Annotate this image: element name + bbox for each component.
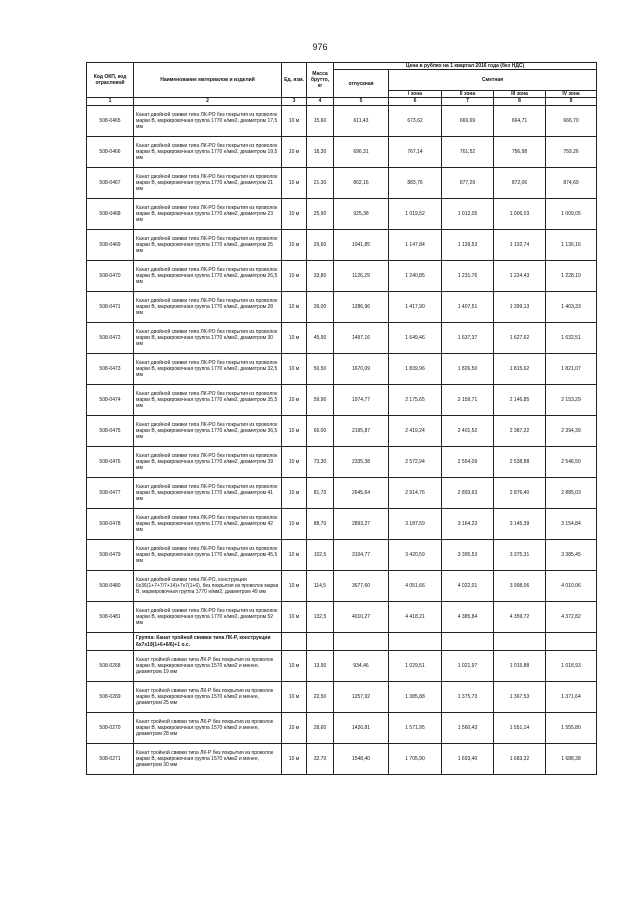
table-row — [87, 199, 597, 230]
row-zone-3-price: 1 224,43 — [494, 261, 546, 292]
row-mass: 45,90 — [307, 323, 334, 354]
row-zone-4-price: 1 371,64 — [546, 682, 597, 713]
row-name: Канат двойной свивки типа ЛК-РО без покрытия из проволок марки В, маркировочная группа 1770 н/мм2, диаметром 39 мм — [134, 447, 282, 478]
table-row — [87, 354, 597, 385]
row-zone-1-price: 1 417,90 — [389, 292, 442, 323]
row-release-price: 1041,85 — [334, 230, 389, 261]
row-zone-1-price: 1 385,88 — [389, 682, 442, 713]
row-unit: 10 м — [282, 682, 307, 713]
column-number: 7 — [442, 98, 494, 106]
row-zone-1-price: 1 029,51 — [389, 651, 442, 682]
header-price-title: Цена в рублях на 1 квартал 2016 года (без НДС) — [334, 63, 597, 70]
table-row — [87, 713, 597, 744]
row-zone-1-price: 673,62 — [389, 106, 442, 137]
row-unit: 10 м — [282, 571, 307, 602]
row-zone-3-price: 2 538,88 — [494, 447, 546, 478]
row-zone-3-price: 1 399,13 — [494, 292, 546, 323]
table-row — [87, 509, 597, 540]
row-release-price: 4010,27 — [334, 602, 389, 633]
row-zone-2-price: 1 375,73 — [442, 682, 494, 713]
table-row — [87, 323, 597, 354]
row-unit: 10 м — [282, 230, 307, 261]
row-name: Канат двойной свивки типа ЛК-РО без покрытия из проволок марки В, маркировочная группа 1770 н/мм2, диаметром 17,5 мм — [134, 106, 282, 137]
row-release-price: 2335,38 — [334, 447, 389, 478]
row-name: Канат тройной свивки типа ЛК-Р без покрытия из проволок марки В, маркировочная группа 1570 н/мм2 и менее, диаметром 28 мм — [134, 713, 282, 744]
row-code: 508-0475 — [87, 416, 134, 447]
row-unit: 10 м — [282, 168, 307, 199]
row-mass: 13,90 — [307, 651, 334, 682]
row-zone-3-price: 3 375,31 — [494, 540, 546, 571]
column-number: 2 — [134, 98, 282, 106]
header-zone-1: I зона — [389, 90, 442, 97]
row-unit: 10 м — [282, 416, 307, 447]
row-code: 508-0471 — [87, 292, 134, 323]
row-release-price — [334, 633, 389, 651]
row-zone-3-price: 872,06 — [494, 168, 546, 199]
row-zone-1-price: 2 572,94 — [389, 447, 442, 478]
row-mass — [307, 633, 334, 651]
row-code: 508-0465 — [87, 106, 134, 137]
row-zone-4-price: 3 385,45 — [546, 540, 597, 571]
row-name: Канат тройной свивки типа ЛК-Р без покрытия из проволок марки В, маркировочная группа 1570 н/мм2 и менее, диаметром 25 мм — [134, 682, 282, 713]
row-unit: 10 м — [282, 713, 307, 744]
row-zone-1-price: 3 420,59 — [389, 540, 442, 571]
row-code: 508-0473 — [87, 354, 134, 385]
table-row — [87, 168, 597, 199]
column-number: 9 — [546, 98, 597, 106]
row-mass: 88,70 — [307, 509, 334, 540]
table-row — [87, 478, 597, 509]
row-zone-3-price: 1 132,74 — [494, 230, 546, 261]
row-zone-2-price: 1 693,40 — [442, 744, 494, 775]
row-release-price: 1426,81 — [334, 713, 389, 744]
row-zone-3-price: 2 876,40 — [494, 478, 546, 509]
header-code: Код ОКП, код отраслевой — [87, 63, 134, 98]
row-release-price: 2893,27 — [334, 509, 389, 540]
row-code: 508-0270 — [87, 713, 134, 744]
row-mass: 28,60 — [307, 713, 334, 744]
table-row — [87, 137, 597, 168]
row-release-price: 1286,96 — [334, 292, 389, 323]
row-unit: 10 м — [282, 323, 307, 354]
row-name: Канат двойной свивки типа ЛК-РО без покрытия из проволок марки В, маркировочная группа 1770 н/мм2, диаметром 28 мм — [134, 292, 282, 323]
row-zone-3-price: 3 998,06 — [494, 571, 546, 602]
row-name: Канат двойной свивки типа ЛК-РО без покрытия из проволок марки В, маркировочная группа 1770 н/мм2, диаметром 52 мм — [134, 602, 282, 633]
row-zone-4-price: 1 632,51 — [546, 323, 597, 354]
header-name: Наименование материалов и изделий — [134, 63, 282, 98]
column-number: 5 — [334, 98, 389, 106]
row-name: Канат двойной свивки типа ЛК-РО без покрытия из проволок марки В, маркировочная группа 1770 н/мм2, диаметром 26,5 мм — [134, 261, 282, 292]
row-name: Канат двойной свивки типа ЛК-РО без покрытия из проволок марки В, маркировочная группа 1770 н/мм2, диаметром 19,5 мм — [134, 137, 282, 168]
row-zone-4-price: 2 394,39 — [546, 416, 597, 447]
row-zone-4-price: 1 018,93 — [546, 651, 597, 682]
row-code: 508-0468 — [87, 199, 134, 230]
row-zone-3-price: 1 006,03 — [494, 199, 546, 230]
row-unit: 10 м — [282, 106, 307, 137]
row-mass: 18,30 — [307, 137, 334, 168]
row-zone-4-price: 2 546,50 — [546, 447, 597, 478]
row-name: Канат двойной свивки типа ЛК-РО без покрытия из проволок марки В, маркировочная группа 1770 н/мм2, диаметром 21 мм — [134, 168, 282, 199]
row-zone-1-price: 2 175,65 — [389, 385, 442, 416]
row-name: Канат двойной свивки типа ЛК-РО, конструкции 6х36(1+7+7/7+14)+7х7(1+6), без покрытия из проволок марки В, маркировочная группа 1770 н/мм2, диаметром 49 мм — [134, 571, 282, 602]
row-zone-2-price: 1 637,37 — [442, 323, 494, 354]
column-number: 1 — [87, 98, 134, 106]
row-code: 508-0477 — [87, 478, 134, 509]
row-mass: 81,70 — [307, 478, 334, 509]
row-unit: 10 м — [282, 651, 307, 682]
row-unit: 10 м — [282, 602, 307, 633]
row-code: 508-0467 — [87, 168, 134, 199]
row-zone-4-price: 666,70 — [546, 106, 597, 137]
row-code: 508-0476 — [87, 447, 134, 478]
table-row — [87, 447, 597, 478]
row-mass: 22,50 — [307, 682, 334, 713]
column-number-row — [87, 98, 597, 106]
row-code: 508-0269 — [87, 682, 134, 713]
row-zone-1-price: 1 839,96 — [389, 354, 442, 385]
row-zone-4-price: 1 821,07 — [546, 354, 597, 385]
row-zone-3-price: 1 627,62 — [494, 323, 546, 354]
row-release-price: 3677,60 — [334, 571, 389, 602]
row-zone-2-price: 2 159,71 — [442, 385, 494, 416]
row-name: Канат двойной свивки типа ЛК-РО без покрытия из проволок марки В, маркировочная группа 1770 н/мм2, диаметром 42 мм — [134, 509, 282, 540]
header-mass: Масса брутто, кг — [307, 63, 334, 98]
row-zone-1-price: 1 571,95 — [389, 713, 442, 744]
row-zone-3-price — [494, 633, 546, 651]
row-mass: 33,80 — [307, 261, 334, 292]
row-mass: 32,70 — [307, 744, 334, 775]
row-name: Канат двойной свивки типа ЛК-РО без покрытия из проволок марки В, маркировочная группа 1770 н/мм2, диаметром 25 мм — [134, 230, 282, 261]
row-code: 508-0470 — [87, 261, 134, 292]
row-name: Канат двойной свивки типа ЛК-РО без покрытия из проволок марки В, маркировочная группа 1770 н/мм2, диаметром 32,5 мм — [134, 354, 282, 385]
row-zone-4-price: 4 372,82 — [546, 602, 597, 633]
row-unit: 10 м — [282, 744, 307, 775]
header-zone-3: III зона — [494, 90, 546, 97]
row-zone-2-price: 2 893,63 — [442, 478, 494, 509]
row-zone-1-price: 2 914,76 — [389, 478, 442, 509]
row-release-price: 611,43 — [334, 106, 389, 137]
table-row — [87, 230, 597, 261]
row-zone-4-price: 2 153,29 — [546, 385, 597, 416]
row-code: 508-0466 — [87, 137, 134, 168]
row-zone-4-price: 3 154,84 — [546, 509, 597, 540]
row-name: Канат двойной свивки типа ЛК-РО без покрытия из проволок марки В, маркировочная группа 1770 н/мм2, диаметром 45,5 мм — [134, 540, 282, 571]
row-zone-3-price: 3 145,39 — [494, 509, 546, 540]
row-unit: 10 м — [282, 385, 307, 416]
row-name: Канат двойной свивки типа ЛК-РО без покрытия из проволок марки В, маркировочная группа 1770 н/мм2, диаметром 23 мм — [134, 199, 282, 230]
row-zone-4-price: 1 228,10 — [546, 261, 597, 292]
row-zone-4-price: 874,69 — [546, 168, 597, 199]
row-zone-1-price: 1 649,46 — [389, 323, 442, 354]
row-unit: 10 м — [282, 292, 307, 323]
header-release-price: отпускная — [334, 70, 389, 98]
row-mass: 114,5 — [307, 571, 334, 602]
row-release-price: 3104,77 — [334, 540, 389, 571]
row-zone-2-price: 1 012,05 — [442, 199, 494, 230]
row-zone-3-price: 756,98 — [494, 137, 546, 168]
row-name: Канат тройной свивки типа ЛК-Р без покрытия из проволок марки В, маркировочная группа 1570 н/мм2 и менее, диаметром 19 мм — [134, 651, 282, 682]
row-release-price: 1974,77 — [334, 385, 389, 416]
row-zone-3-price: 1 815,62 — [494, 354, 546, 385]
row-mass: 102,5 — [307, 540, 334, 571]
table-group-row — [87, 633, 597, 651]
table-row — [87, 571, 597, 602]
row-mass: 39,00 — [307, 292, 334, 323]
row-zone-1-price: 883,76 — [389, 168, 442, 199]
table-row — [87, 261, 597, 292]
header-zone-4: IV зона — [546, 90, 597, 97]
row-zone-1-price: 3 187,59 — [389, 509, 442, 540]
row-zone-2-price: 1 021,97 — [442, 651, 494, 682]
row-release-price: 1548,40 — [334, 744, 389, 775]
row-code: 508-0271 — [87, 744, 134, 775]
row-zone-2-price: 3 164,23 — [442, 509, 494, 540]
header-row-1 — [87, 63, 597, 70]
column-number: 4 — [307, 98, 334, 106]
row-zone-2-price: 2 554,09 — [442, 447, 494, 478]
row-zone-1-price: 4 418,21 — [389, 602, 442, 633]
column-number: 8 — [494, 98, 546, 106]
table-row — [87, 602, 597, 633]
table-row — [87, 682, 597, 713]
row-name: Канат тройной свивки типа ЛК-Р без покрытия из проволок марки В, маркировочная группа 1570 н/мм2 и менее, диаметром 30 мм — [134, 744, 282, 775]
header-unit: Ед. изм. — [282, 63, 307, 98]
row-zone-1-price: 4 051,66 — [389, 571, 442, 602]
table-row — [87, 106, 597, 137]
row-name: Канат двойной свивки типа ЛК-РО без покрытия из проволок марки В, маркировочная группа 1770 н/мм2, диаметром 36,5 мм — [134, 416, 282, 447]
row-zone-2-price: 3 395,53 — [442, 540, 494, 571]
row-zone-2-price: 761,52 — [442, 137, 494, 168]
row-mass: 50,50 — [307, 354, 334, 385]
row-mass: 66,00 — [307, 416, 334, 447]
row-release-price: 934,46 — [334, 651, 389, 682]
row-unit: 10 м — [282, 478, 307, 509]
row-code: 508-0474 — [87, 385, 134, 416]
header-zone-2: II зона — [442, 90, 494, 97]
row-mass: 73,30 — [307, 447, 334, 478]
row-release-price: 2195,87 — [334, 416, 389, 447]
row-zone-2-price: 1 139,53 — [442, 230, 494, 261]
row-zone-3-price: 2 387,22 — [494, 416, 546, 447]
row-zone-2-price: 1 560,43 — [442, 713, 494, 744]
row-name: Канат двойной свивки типа ЛК-РО без покрытия из проволок марки В, маркировочная группа 1770 н/мм2, диаметром 30 мм — [134, 323, 282, 354]
row-zone-4-price: 759,26 — [546, 137, 597, 168]
row-zone-3-price: 1 015,88 — [494, 651, 546, 682]
row-release-price: 925,38 — [334, 199, 389, 230]
row-zone-4-price: 1 136,16 — [546, 230, 597, 261]
row-zone-1-price: 1 705,90 — [389, 744, 442, 775]
row-zone-1-price: 2 419,24 — [389, 416, 442, 447]
row-mass: 132,5 — [307, 602, 334, 633]
row-unit: 10 м — [282, 261, 307, 292]
price-table — [86, 62, 597, 775]
row-zone-3-price: 1 683,32 — [494, 744, 546, 775]
row-code: 508-0268 — [87, 651, 134, 682]
row-zone-2-price: 2 401,52 — [442, 416, 494, 447]
row-zone-4-price: 1 555,80 — [546, 713, 597, 744]
row-release-price: 1670,09 — [334, 354, 389, 385]
row-unit: 10 м — [282, 540, 307, 571]
row-release-price: 1257,92 — [334, 682, 389, 713]
row-zone-1-price: 1 240,85 — [389, 261, 442, 292]
row-zone-4-price: 1 403,33 — [546, 292, 597, 323]
row-mass: 59,90 — [307, 385, 334, 416]
row-zone-1-price — [389, 633, 442, 651]
row-unit: 10 м — [282, 447, 307, 478]
row-zone-3-price: 1 551,14 — [494, 713, 546, 744]
row-unit: 10 м — [282, 137, 307, 168]
table-row — [87, 651, 597, 682]
row-release-price: 802,16 — [334, 168, 389, 199]
row-zone-1-price: 767,14 — [389, 137, 442, 168]
row-zone-4-price: 1 009,05 — [546, 199, 597, 230]
row-zone-2-price: 669,69 — [442, 106, 494, 137]
row-release-price: 1497,16 — [334, 323, 389, 354]
column-number: 3 — [282, 98, 307, 106]
header-estimate: Сметная — [389, 70, 597, 90]
row-mass: 21,30 — [307, 168, 334, 199]
row-zone-2-price: 1 826,50 — [442, 354, 494, 385]
row-zone-1-price: 1 019,52 — [389, 199, 442, 230]
row-release-price: 1126,29 — [334, 261, 389, 292]
row-code — [87, 633, 134, 651]
row-zone-3-price: 1 367,53 — [494, 682, 546, 713]
row-unit: 10 м — [282, 509, 307, 540]
row-code: 508-0478 — [87, 509, 134, 540]
row-zone-2-price — [442, 633, 494, 651]
row-zone-4-price: 4 010,06 — [546, 571, 597, 602]
row-code: 508-0481 — [87, 602, 134, 633]
row-zone-4-price: 1 688,38 — [546, 744, 597, 775]
row-zone-3-price: 4 359,72 — [494, 602, 546, 633]
column-number: 6 — [389, 98, 442, 106]
row-unit — [282, 633, 307, 651]
row-code: 508-0480 — [87, 571, 134, 602]
row-code: 508-0472 — [87, 323, 134, 354]
row-code: 508-0479 — [87, 540, 134, 571]
row-zone-3-price: 664,71 — [494, 106, 546, 137]
row-zone-1-price: 1 147,84 — [389, 230, 442, 261]
row-name: Группа: Канат тройной свивки типа ЛК-Р, конструкции 6х7х19(1+6+6/6)+1 о.с. — [134, 633, 282, 651]
row-zone-4-price — [546, 633, 597, 651]
row-zone-2-price: 877,29 — [442, 168, 494, 199]
row-name: Канат двойной свивки типа ЛК-РО без покрытия из проволок марки В, маркировочная группа 1770 н/мм2, диаметром 35,5 мм — [134, 385, 282, 416]
row-zone-2-price: 1 231,76 — [442, 261, 494, 292]
row-zone-4-price: 2 885,03 — [546, 478, 597, 509]
table-row — [87, 540, 597, 571]
row-zone-2-price: 1 407,51 — [442, 292, 494, 323]
table-row — [87, 416, 597, 447]
row-unit: 10 м — [282, 354, 307, 385]
row-mass: 29,60 — [307, 230, 334, 261]
row-code: 508-0469 — [87, 230, 134, 261]
row-mass: 15,60 — [307, 106, 334, 137]
row-unit: 10 м — [282, 199, 307, 230]
table-row — [87, 385, 597, 416]
row-mass: 25,90 — [307, 199, 334, 230]
row-zone-2-price: 4 385,84 — [442, 602, 494, 633]
row-zone-2-price: 4 022,01 — [442, 571, 494, 602]
page-number: 976 — [312, 42, 328, 52]
row-release-price: 2645,64 — [334, 478, 389, 509]
table-row — [87, 744, 597, 775]
row-release-price: 696,31 — [334, 137, 389, 168]
row-zone-3-price: 2 146,85 — [494, 385, 546, 416]
table-row — [87, 292, 597, 323]
row-name: Канат двойной свивки типа ЛК-РО без покрытия из проволок марки В, маркировочная группа 1770 н/мм2, диаметром 41 мм — [134, 478, 282, 509]
